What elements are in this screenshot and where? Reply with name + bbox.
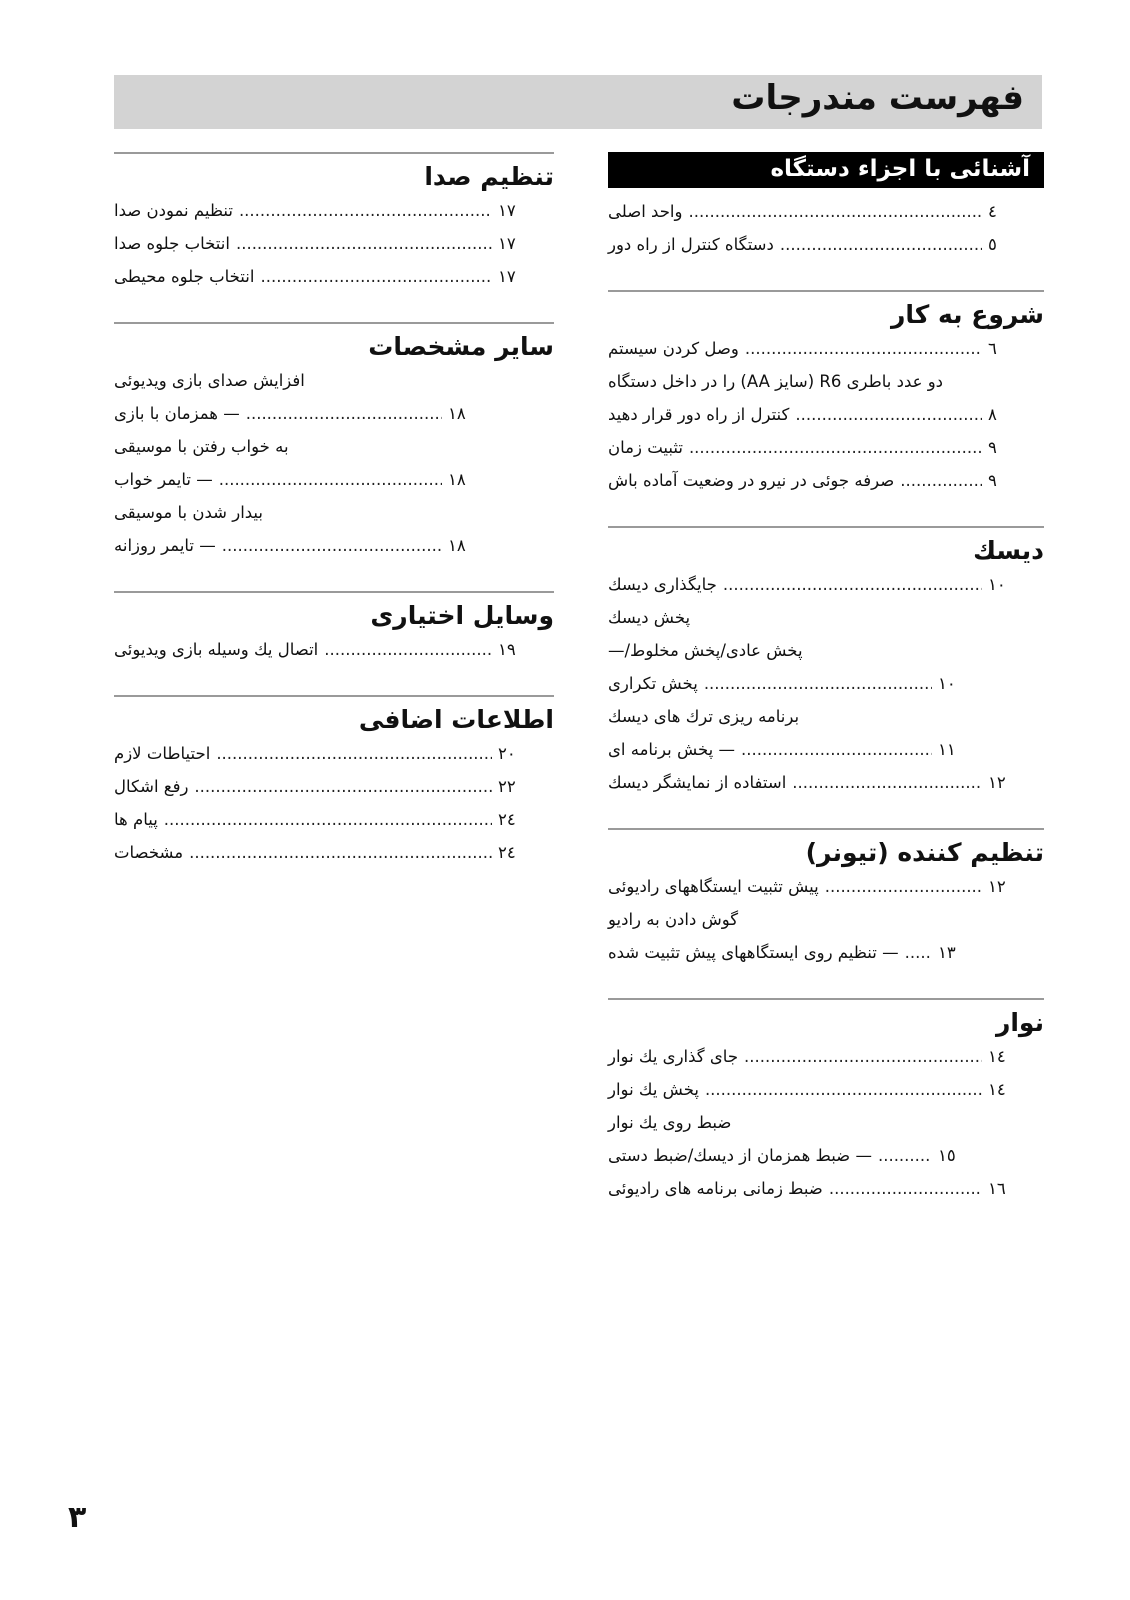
toc-entry[interactable] <box>608 641 1044 674</box>
toc-entry[interactable] <box>608 1179 1044 1212</box>
toc-entry-label: استفاده از نمایشگر دیسك <box>608 773 787 792</box>
toc-section <box>608 504 1044 806</box>
toc-entry[interactable] <box>608 235 1044 268</box>
toc-entry-label: افزایش صدای بازی ویدیوئی <box>114 371 305 390</box>
toc-entry[interactable] <box>608 339 1044 372</box>
section-title: وسایل اختیاری <box>370 601 554 630</box>
toc-page-number: ٢٤ <box>498 810 516 829</box>
toc-entry[interactable] <box>114 777 554 810</box>
toc-entry-label: — تایمر روزانه <box>114 536 216 555</box>
leader-dots <box>260 267 492 286</box>
toc-entry[interactable] <box>114 371 554 404</box>
toc-page-number: ١٧ <box>498 267 516 286</box>
toc-entry-label: تثبیت زمان <box>608 438 683 457</box>
leader-dots <box>900 471 982 490</box>
toc-entry[interactable] <box>114 536 554 569</box>
section-spacer <box>608 504 1044 526</box>
toc-entry-label: گوش دادن به رادیو <box>608 910 739 929</box>
toc-page-number: ١٨ <box>448 404 466 423</box>
toc-page-number: ١٠ <box>938 674 956 693</box>
toc-entry-label: — پخش برنامه ای <box>608 740 735 759</box>
toc-entry[interactable] <box>608 877 1044 910</box>
section-spacer <box>608 806 1044 828</box>
toc-page-number: ٢٠ <box>498 744 516 763</box>
section-title: سایر مشخصات <box>368 332 554 361</box>
toc-page-number: ٢٢ <box>498 777 516 796</box>
toc-entry[interactable] <box>114 437 554 470</box>
toc-page-number: ١٤ <box>988 1080 1006 1099</box>
toc-entry-label: — تنظیم روی ایستگاههای پیش تثبیت شده <box>608 943 899 962</box>
toc-entry-label: پخش عادی/پخش مخلوط/ <box>624 641 803 660</box>
toc-entry[interactable] <box>608 1080 1044 1113</box>
toc-entry[interactable] <box>608 674 1044 707</box>
section-divider <box>608 526 1044 528</box>
right-column <box>608 152 1044 1212</box>
toc-page-number: ١٥ <box>938 1146 956 1165</box>
page-title-bar <box>114 75 1042 129</box>
leader-dots <box>239 201 492 220</box>
leader-dots <box>741 740 932 759</box>
toc-entry[interactable] <box>114 744 554 777</box>
toc-entry[interactable] <box>114 267 554 300</box>
toc-entry-label: مشخصات <box>114 843 184 862</box>
section-title: شروع به کار <box>890 300 1044 329</box>
toc-entry[interactable] <box>114 503 554 536</box>
leader-dots <box>905 943 932 962</box>
leader-dots <box>222 536 442 555</box>
leader-dots <box>216 744 492 763</box>
toc-entry-label: انتخاب جلوه محیطی <box>114 267 255 286</box>
toc-page-number: ١٧ <box>498 234 516 253</box>
toc-entry[interactable] <box>608 1113 1044 1146</box>
toc-entry-label: به خواب رفتن با موسیقی <box>114 437 289 456</box>
section-spacer <box>114 300 554 322</box>
toc-entry[interactable] <box>114 810 554 843</box>
toc-entry[interactable] <box>608 372 1044 405</box>
toc-entry[interactable] <box>608 910 1044 943</box>
toc-section <box>608 152 1044 268</box>
toc-entry-label: احتیاطات لازم <box>114 744 211 763</box>
toc-entry-label: دو عدد باطری R6 (سایز AA) را در داخل دستگاه <box>608 372 944 391</box>
leader-dots <box>745 339 982 358</box>
toc-entry-label: پیش تثبیت ایستگاههای رادیوئی <box>608 877 819 896</box>
leader-dots <box>744 1047 982 1066</box>
toc-page-number: ١٢ <box>988 877 1006 896</box>
toc-section <box>114 300 554 569</box>
toc-entry[interactable] <box>114 470 554 503</box>
leader-dots <box>189 843 492 862</box>
leader-dots <box>688 202 982 221</box>
leader-dots <box>780 235 982 254</box>
leader-dots <box>194 777 492 796</box>
toc-entry-label: — تایمر خواب <box>114 470 213 489</box>
toc-entry[interactable] <box>114 404 554 437</box>
toc-section <box>114 152 554 300</box>
section-spacer <box>608 268 1044 290</box>
toc-entry[interactable] <box>608 707 1044 740</box>
toc-section <box>608 268 1044 504</box>
section-divider <box>114 695 554 697</box>
section-divider <box>114 591 554 593</box>
section-spacer <box>114 569 554 591</box>
leader-dots <box>689 438 982 457</box>
leader-dots <box>704 674 932 693</box>
toc-entry-label: پخش دیسك <box>608 608 691 627</box>
toc-page-number: ٥ <box>988 235 997 254</box>
leader-dots <box>236 234 492 253</box>
toc-entry[interactable] <box>608 773 1044 806</box>
section-divider <box>114 322 554 324</box>
toc-entry[interactable] <box>114 640 554 673</box>
toc-entry-label: کنترل از راه دور قرار دهید <box>608 405 790 424</box>
section-divider <box>114 152 554 154</box>
leader-dots <box>723 575 982 594</box>
toc-entry-label: تنظیم نمودن صدا <box>114 201 233 220</box>
toc-entry-label: — همزمان با بازی <box>114 404 240 423</box>
toc-section <box>114 569 554 673</box>
toc-entry-label: بیدار شدن با موسیقی <box>114 503 264 522</box>
left-column <box>114 152 554 876</box>
toc-entry-label: انتخاب جلوه صدا <box>114 234 230 253</box>
toc-page-number: ١٨ <box>448 470 466 489</box>
toc-entry-label: واحد اصلی <box>608 202 683 221</box>
dash-marker: — <box>608 641 625 660</box>
toc-entry-label: پخش تکراری <box>608 674 698 693</box>
leader-dots <box>164 810 492 829</box>
section-title: تنظیم صدا <box>424 162 554 191</box>
toc-page-number: ١٧ <box>498 201 516 220</box>
toc-page-number: ٤ <box>988 202 997 221</box>
toc-page-number: ٨ <box>988 405 997 424</box>
section-title: تنظیم کننده (تیونر) <box>805 838 1044 867</box>
leader-dots <box>825 877 982 896</box>
leader-dots <box>795 405 982 424</box>
toc-page-number: ٩ <box>988 471 997 490</box>
toc-page-number: ١٣ <box>938 943 956 962</box>
section-spacer <box>114 673 554 695</box>
toc-entry-label: ضبط روی يك نوار <box>608 1113 732 1132</box>
section-title: نوار <box>995 1008 1044 1037</box>
toc-entry-label: جایگذاری دیسك <box>608 575 717 594</box>
toc-entry-label: دستگاه کنترل از راه دور <box>608 235 774 254</box>
toc-page-number: ١٨ <box>448 536 466 555</box>
toc-entry[interactable] <box>608 575 1044 608</box>
toc-section <box>114 673 554 876</box>
toc-entry[interactable] <box>608 1047 1044 1080</box>
page-title: فهرست مندرجات <box>731 78 1024 118</box>
toc-entry[interactable] <box>608 943 1044 976</box>
toc-entry-label: رفع اشکال <box>114 777 189 796</box>
toc-page-number: ١٢ <box>988 773 1006 792</box>
toc-section <box>608 976 1044 1212</box>
toc-page-number: ٢٤ <box>498 843 516 862</box>
toc-entry[interactable] <box>114 234 554 267</box>
leader-dots <box>324 640 492 659</box>
toc-page-number: ١٠ <box>988 575 1006 594</box>
toc-page-number: ٦ <box>988 339 997 358</box>
toc-page-number: ١٩ <box>498 640 516 659</box>
toc-entry-label: اتصال يك وسيله بازی ویدیوئی <box>114 640 319 659</box>
section-divider <box>608 828 1044 830</box>
toc-entry-label: ضبط زمانی برنامه های رادیوئی <box>608 1179 823 1198</box>
toc-entry-label: پیام ها <box>114 810 158 829</box>
toc-section <box>608 806 1044 976</box>
toc-page-number: ١٤ <box>988 1047 1006 1066</box>
toc-entry[interactable] <box>114 843 554 876</box>
section-title: آشنائی با اجزاء دستگاه <box>608 152 1044 188</box>
toc-entry-label: پخش يك نوار <box>608 1080 699 1099</box>
toc-entry-label: برنامه ریزی ترك های دیسك <box>608 707 800 726</box>
page-number: ٣ <box>68 1500 87 1535</box>
toc-entry[interactable] <box>608 405 1044 438</box>
toc-entry-label: وصل کردن سیستم <box>608 339 739 358</box>
leader-dots <box>829 1179 982 1198</box>
toc-entry[interactable] <box>608 202 1044 235</box>
section-divider <box>608 998 1044 1000</box>
leader-dots <box>246 404 442 423</box>
section-title: اطلاعات اضافی <box>358 705 554 734</box>
leader-dots <box>705 1080 982 1099</box>
leader-dots <box>792 773 982 792</box>
leader-dots <box>878 1146 932 1165</box>
toc-page-number: ٩ <box>988 438 997 457</box>
leader-dots <box>219 470 442 489</box>
toc-entry[interactable] <box>608 471 1044 504</box>
section-spacer <box>608 976 1044 998</box>
section-divider <box>608 290 1044 292</box>
toc-entry-label: صرفه جوئی در نیرو در وضعیت آماده باش <box>608 471 895 490</box>
toc-entry[interactable] <box>608 438 1044 471</box>
toc-page-number: ١١ <box>938 740 956 759</box>
toc-entry[interactable] <box>608 608 1044 641</box>
toc-entry[interactable] <box>608 740 1044 773</box>
toc-page-number: ١٦ <box>988 1179 1006 1198</box>
toc-entry-label: — ضبط همزمان از دیسك/ضبط دستی <box>608 1146 872 1165</box>
toc-entry-label: جای گذاری يك نوار <box>608 1047 739 1066</box>
toc-entry[interactable] <box>608 1146 1044 1179</box>
section-title: دیسك <box>973 536 1044 565</box>
toc-entry[interactable] <box>114 201 554 234</box>
